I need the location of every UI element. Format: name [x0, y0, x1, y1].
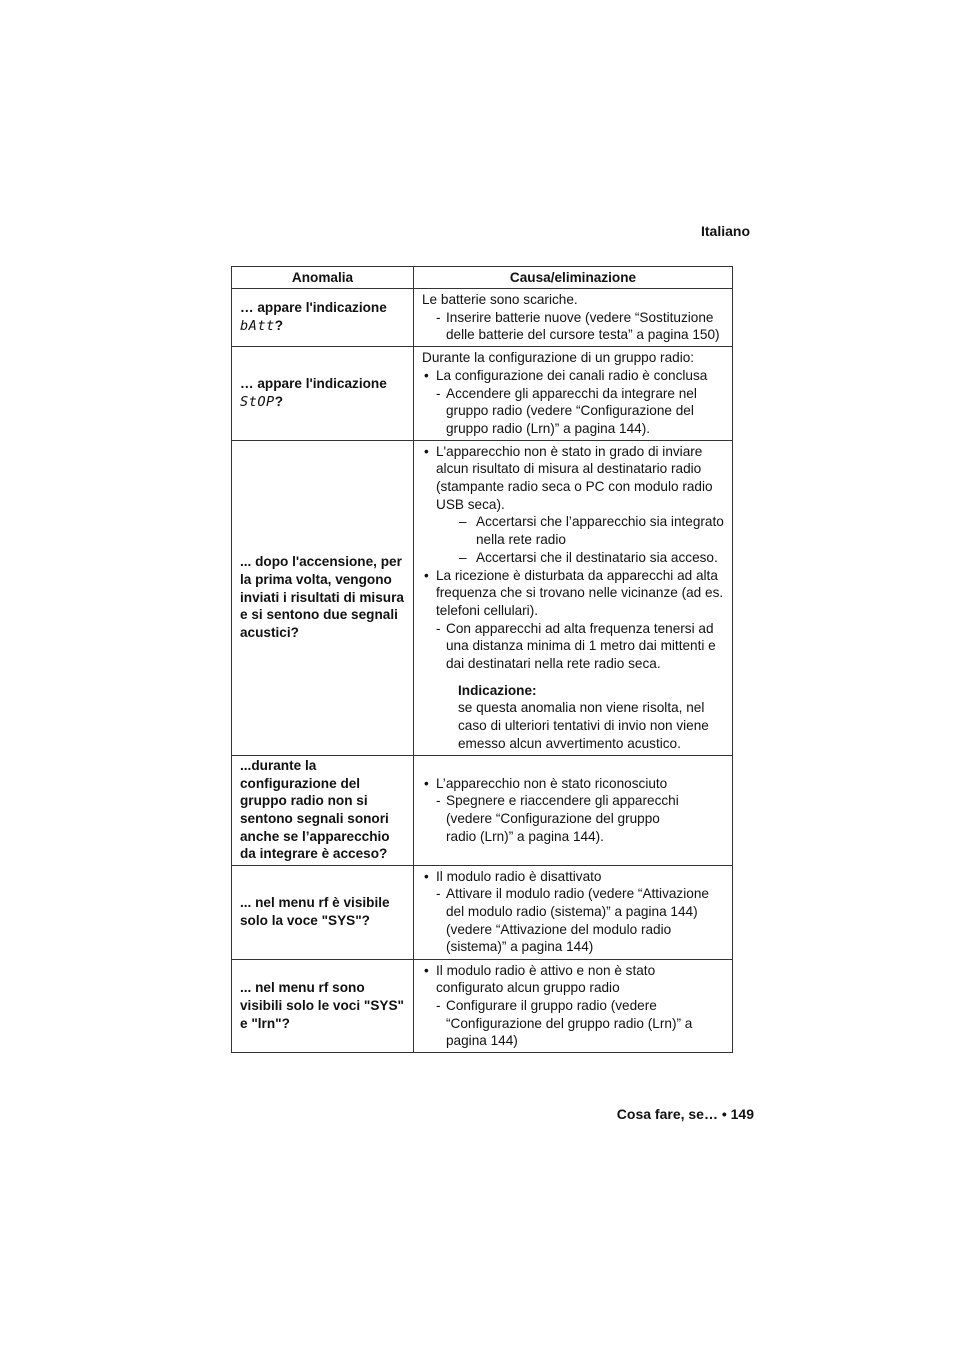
table-row — [232, 440, 733, 755]
causa-cell — [414, 755, 733, 865]
cause-bullet-item: • L’apparecchio non è stato riconosciuto — [422, 775, 730, 793]
cause-endash-item: – Accertarsi che il destinatario sia acceso. — [422, 549, 730, 567]
cause-continuation: alcun risultato di misura al destinatario radio — [436, 461, 702, 477]
lcd-code-batt: bAtt — [240, 318, 275, 335]
anomalia-line: bAtt? — [240, 318, 284, 335]
causa-cell — [414, 347, 733, 441]
anomalia-cell — [232, 959, 414, 1053]
anomalia-cell — [232, 865, 414, 959]
cause-text: Le batterie sono scariche. — [422, 292, 578, 307]
cause-bullet-item: • Il modulo radio è disattivato — [422, 868, 730, 886]
anomalia-line: e "lrn"? — [240, 1015, 290, 1031]
cause-dash-item: - Configurare il gruppo radio (vedere — [422, 997, 730, 1015]
anomalia-line: la prima volta, vengono — [240, 572, 392, 588]
anomalia-line: … appare l'indicazione — [240, 376, 387, 392]
cause-continuation: pagina 144) — [446, 1033, 518, 1049]
cause-continuation: configurato alcun gruppo radio — [436, 980, 620, 996]
table-row — [232, 865, 733, 959]
cause-continuation: (vedere “Configurazione del gruppo — [446, 811, 660, 827]
anomalia-line: visibili solo le voci "SYS" — [240, 997, 404, 1013]
page-footer: Cosa fare, se… • 149 — [616, 1106, 754, 1122]
anomalia-line: da integrare è acceso? — [240, 846, 388, 862]
anomalia-line: configurazione del — [240, 775, 361, 791]
cause-bullet-item: • La configurazione dei canali radio è conclusa — [422, 367, 730, 385]
anomalia-line: gruppo radio non si — [240, 793, 368, 809]
table-row — [232, 347, 733, 441]
note-text: se questa anomalia non viene risolta, nel — [458, 700, 705, 716]
anomalia-line: anche se l’apparecchio — [240, 828, 390, 844]
cause-dash-item: - Accendere gli apparecchi da integrare nel — [422, 385, 730, 403]
cause-continuation: delle batterie del cursore testa” a pagina 150) — [446, 327, 720, 343]
anomalia-cell — [232, 347, 414, 441]
cause-continuation: “Configurazione del gruppo radio (Lrn)” a — [446, 1015, 693, 1031]
anomalia-line: … appare l'indicazione — [240, 300, 387, 316]
anomalia-line: StOP? — [240, 393, 284, 410]
cause-continuation: (sistema)” a pagina 144) — [446, 939, 594, 955]
cause-continuation: (vedere “Attivazione del modulo radio — [446, 921, 672, 937]
cause-bullet-item: • Il modulo radio è attivo e non è stato — [422, 962, 730, 980]
cause-text: Durante la configurazione di un gruppo radio: — [422, 350, 695, 366]
causa-cell — [414, 289, 733, 347]
cause-continuation: del modulo radio (sistema)” a pagina 144) — [446, 903, 698, 919]
cause-continuation: (stampante radio seca o PC con modulo radio — [436, 479, 713, 495]
troubleshooting-table — [231, 266, 733, 1053]
header-anomalia: Anomalia — [232, 267, 414, 289]
lcd-code-stop: StOP — [240, 393, 275, 410]
cause-continuation: telefoni cellulari). — [436, 602, 538, 618]
cause-continuation: frequenza che si trovano nelle vicinanze (ad es. — [436, 585, 724, 601]
cause-dash-item: - Spegnere e riaccendere gli apparecchi — [422, 792, 730, 810]
cause-bullet-item: • La ricezione è disturbata da apparecchi ad alta — [422, 567, 730, 585]
header-causa: Causa/eliminazione — [414, 267, 733, 289]
anomalia-cell — [232, 440, 414, 755]
table-row — [232, 959, 733, 1053]
anomalia-cell — [232, 289, 414, 347]
cause-continuation: gruppo radio (Lrn)” a pagina 144). — [446, 420, 651, 436]
cause-dash-item: - Con apparecchi ad alta frequenza tenersi ad — [422, 620, 730, 638]
table-row — [232, 289, 733, 347]
cause-dash-item: - Attivare il modulo radio (vedere “Attivazione — [422, 885, 730, 903]
cause-continuation: una distanza minima di 1 metro dai mittenti e — [446, 638, 716, 654]
anomalia-line: sentono segnali sonori — [240, 811, 389, 827]
causa-cell — [414, 959, 733, 1053]
language-label: Italiano — [700, 223, 750, 239]
cause-continuation: gruppo radio (vedere “Configurazione del — [446, 403, 694, 419]
cause-continuation: radio (Lrn)” a pagina 144). — [446, 828, 604, 844]
cause-endash-item: – Accertarsi che l’apparecchio sia integrato — [422, 513, 730, 531]
anomalia-line: ... dopo l'accensione, per — [240, 554, 402, 570]
anomalia-line: solo la voce "SYS"? — [240, 913, 370, 929]
note-title: Indicazione: — [458, 682, 537, 698]
anomalia-cell — [232, 755, 414, 865]
cause-bullet-item: • L'apparecchio non è stato in grado di inviare — [422, 443, 730, 461]
cause-continuation: dai destinatari nella rete radio seca. — [446, 656, 661, 672]
anomalia-line: ... nel menu rf sono — [240, 980, 365, 996]
note-text: emesso alcun avvertimento acustico. — [458, 735, 681, 751]
note-text: caso di ulteriori tentativi di invio non viene — [458, 718, 709, 734]
table-row — [232, 755, 733, 865]
cause-continuation: USB seca). — [436, 496, 505, 512]
anomalia-line: inviati i risultati di misura — [240, 589, 404, 605]
anomalia-line: e si sentono due segnali — [240, 607, 398, 623]
table-header-row — [232, 267, 733, 289]
anomalia-line: acustici? — [240, 625, 299, 641]
causa-cell — [414, 440, 733, 755]
cause-dash-item: - Inserire batterie nuove (vedere “Sostituzione — [422, 309, 730, 327]
cause-continuation: nella rete radio — [476, 532, 566, 548]
causa-cell — [414, 865, 733, 959]
anomalia-line: ... nel menu rf è visibile — [240, 895, 390, 911]
anomalia-line: ...durante la — [240, 757, 317, 773]
